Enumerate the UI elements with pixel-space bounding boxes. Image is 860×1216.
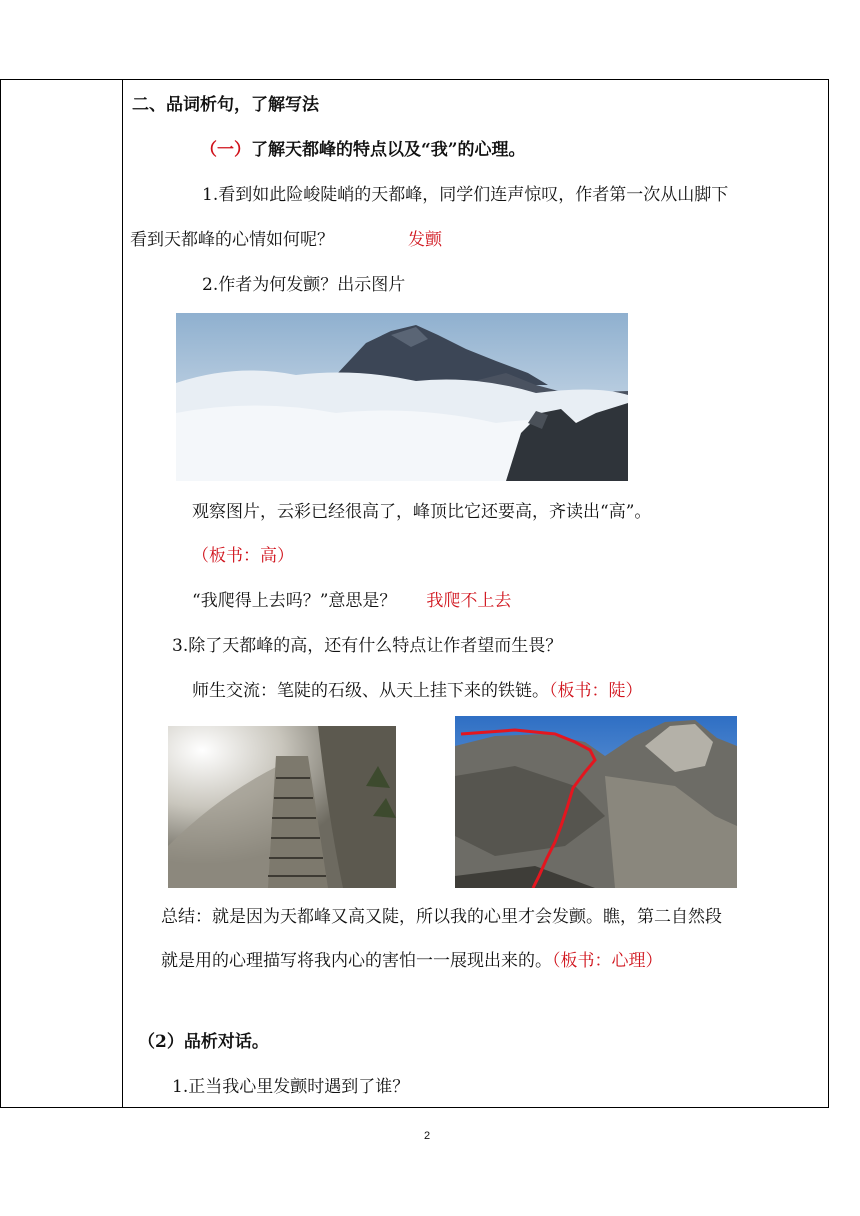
mountain-clouds-photo [176,313,628,481]
question-2: 2.作者为何发颤？出示图片 [202,275,406,295]
subsection-1-number: （一） [200,140,251,160]
question-3: 3.除了天都峰的高，还有什么特点让作者望而生畏？ [172,636,563,656]
table-column-divider [122,79,123,1108]
subsection-2-heading: （2）品析对话。 [138,1032,269,1052]
exchange-text: 师生交流：笔陡的石级、从天上挂下来的铁链。 [192,681,549,701]
stone-steps-photo [168,726,396,888]
climb-answer: 我爬不上去 [426,591,512,611]
observe-text: 观察图片，云彩已经很高了，峰顶比它还要高，齐读出“高”。 [192,502,652,522]
board-note-psychology: （板书：心理） [552,951,663,971]
question-4: 1.正当我心里发颤时遇到了谁？ [172,1077,410,1097]
summary-line-2 [161,950,663,972]
table-top-border [0,79,829,80]
table-left-border [0,79,1,1108]
board-note-high: （板书：高） [192,546,294,566]
board-note-steep: （板书：陡） [549,681,643,701]
table-right-border [828,79,829,1108]
climb-question [192,590,511,612]
page-number: 2 [424,1130,431,1142]
question-1-line-1: 1.看到如此险峻陡峭的天都峰，同学们连声惊叹，作者第一次从山脚下 [202,185,729,205]
question-1-line-2 [130,229,442,251]
mountain-route-photo [455,716,737,888]
subsection-1-text: 了解天都峰的特点以及“我”的心理。 [251,140,526,160]
subsection-1-heading [200,139,526,161]
summary-line-1: 总结：就是因为天都峰又高又陡，所以我的心里才会发颤。瞧，第二自然段 [161,907,722,927]
summary-text: 就是用的心理描写将我内心的害怕一一展现出来的。 [161,951,552,971]
climb-question-text: “我爬得上去吗？”意思是？ [192,591,397,611]
exchange-line [192,680,643,702]
table-bottom-border [0,1107,829,1108]
question-1-text: 看到天都峰的心情如何呢？ [130,230,334,250]
question-1-answer: 发颤 [408,230,442,250]
section-title: 二、品词析句，了解写法 [132,95,319,115]
